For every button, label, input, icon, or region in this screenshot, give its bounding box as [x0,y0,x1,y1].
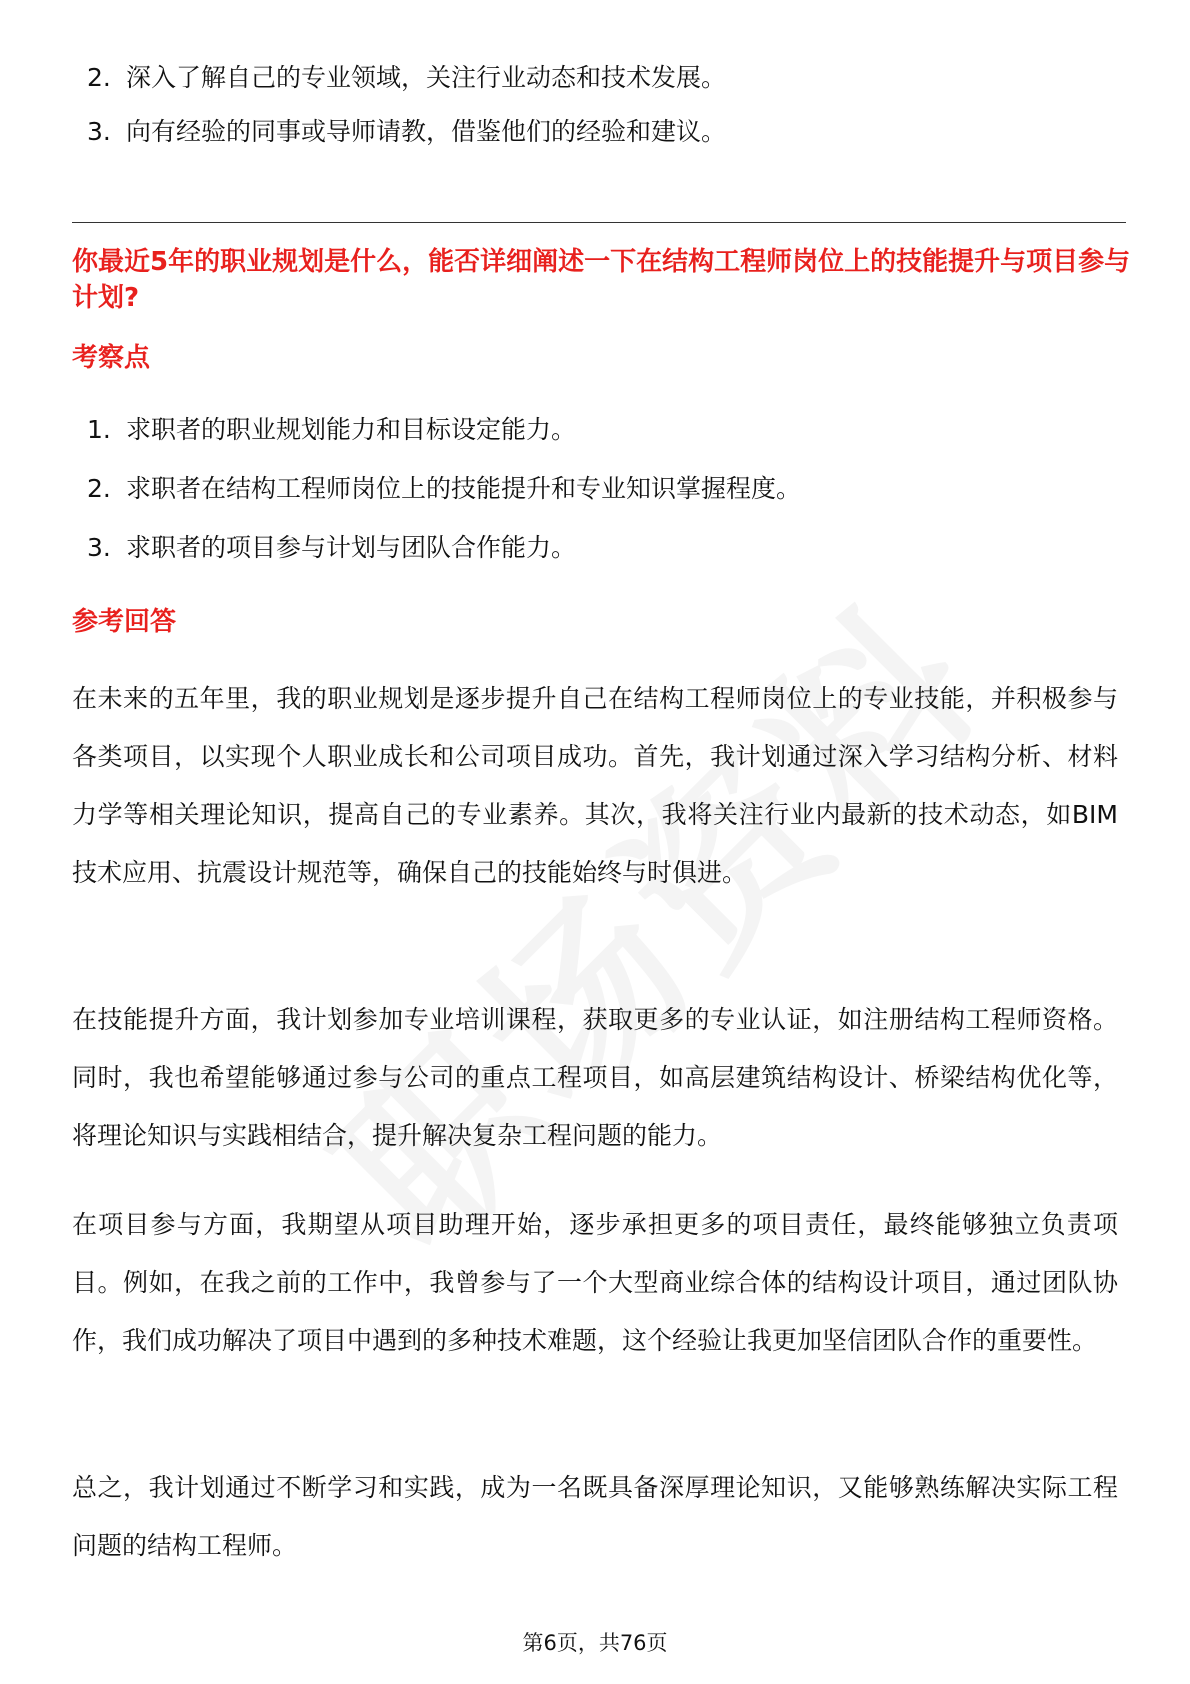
list-item [87,114,1117,150]
kaocha-title: 考察点 [72,343,151,373]
page-number: 第6页，共76页 [522,1631,668,1655]
list-item-text: 求职者的职业规划能力和目标设定能力。 [126,415,577,444]
list-item-number: 1. [87,415,111,444]
list-item-text: 深入了解自己的专业领域，关注行业动态和技术发展。 [126,63,727,92]
answer-paragraph: 总之，我计划通过不断学习和实践，成为一名既具备深厚理论知识，又能够熟练解决实际工程问题的结构工程师。 [72,1473,1118,1560]
list-item-text: 求职者的项目参与计划与团队合作能力。 [126,533,577,562]
answer-paragraph: 在未来的五年里，我的职业规划是逐步提升自己在结构工程师岗位上的专业技能，并积极参与各类项目，以实现个人职业成长和公司项目成功。首先，我计划通过深入学习结构分析、材料力学等相关理论知识，提高自己的专业素养。其次，我将关注行业内最新的技术动态，如BIM技术应用、抗震设计规范等，确保自己的技能始终与时俱进。 [72,684,1118,887]
list-item-text: 求职者在结构工程师岗位上的技能提升和专业知识掌握程度。 [126,474,802,503]
section-divider [72,222,1126,223]
list-item-number: 2. [87,63,111,92]
question-heading: 你最近5年的职业规划是什么，能否详细阐述一下在结构工程师岗位上的技能提升与项目参与计划? [72,247,1131,313]
list-item [87,471,1117,507]
list-item [87,530,1117,566]
list-item [87,60,1117,96]
list-item-number: 2. [87,474,111,503]
list-item-number: 3. [87,117,111,146]
answer-paragraph: 在技能提升方面，我计划参加专业培训课程，获取更多的专业认证，如注册结构工程师资格。同时，我也希望能够通过参与公司的重点工程项目，如高层建筑结构设计、桥梁结构优化等，将理论知识与实践相结合，提升解决复杂工程问题的能力。 [72,1005,1118,1150]
list-item [87,412,1117,448]
answer-paragraph: 在项目参与方面，我期望从项目助理开始，逐步承担更多的项目责任，最终能够独立负责项目。例如，在我之前的工作中，我曾参与了一个大型商业综合体的结构设计项目，通过团队协作，我们成功解决了项目中遇到的多种技术难题，这个经验让我更加坚信团队合作的重要性。 [72,1210,1118,1355]
list-item-number: 3. [87,533,111,562]
answer-title: 参考回答 [72,607,177,637]
list-item-text: 向有经验的同事或导师请教，借鉴他们的经验和建议。 [126,117,727,146]
